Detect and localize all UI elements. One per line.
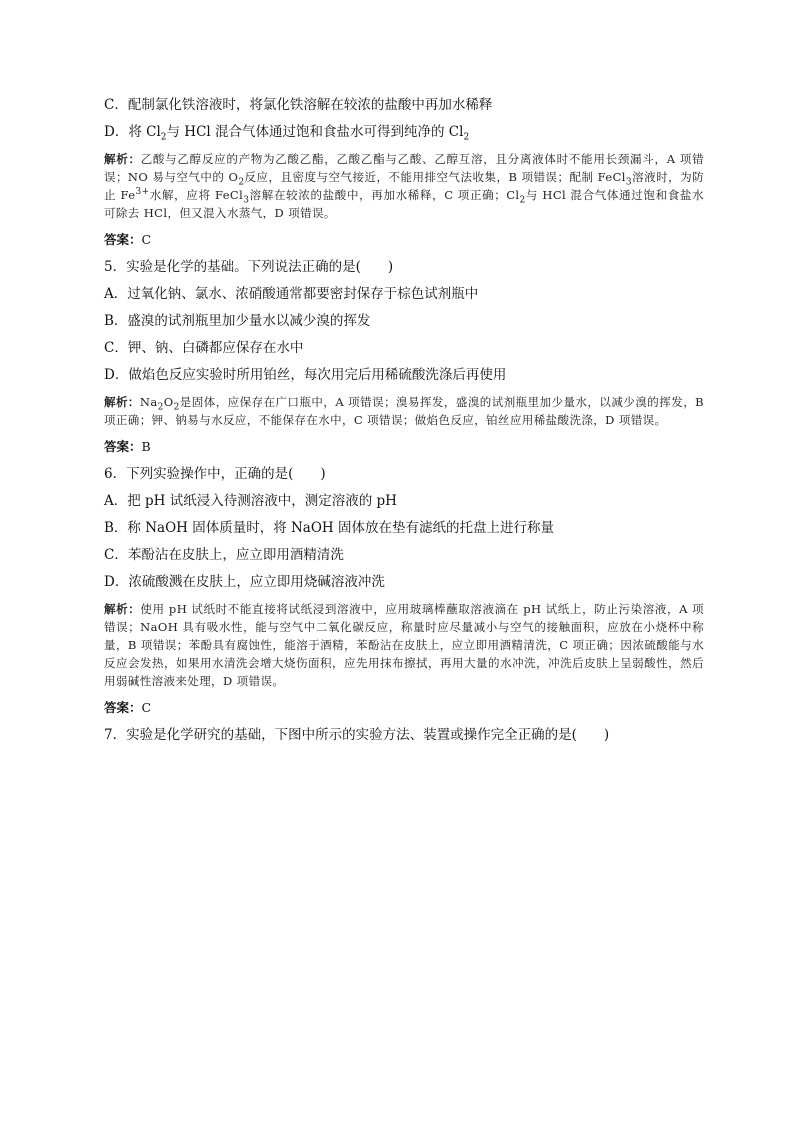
q5-option-a: A．过氧化钠、氯水、浓硝酸通常都要密封保存于棕色试剂瓶中 [104,286,479,302]
q5-answer [104,438,704,456]
q4-option-d: D．将 $Cl_2$与 HCl 混合气体通过饱和食盐水可得到纯净的 $Cl_2$ [104,124,470,143]
answer-value: C [141,232,152,247]
q6-option-a: A．把 pH 试纸浸入待测溶液中，测定溶液的 pH [104,493,397,509]
answer-label: 答案： [104,232,142,247]
explanation-label: 解析： [104,152,141,166]
q7-stem: 7．实验是化学研究的基础，下图中所示的实验方法、装置或操作完全正确的是( ) [104,727,610,743]
q6-stem: 6．下列实验操作中，正确的是( ) [104,466,326,482]
q5-stem: 5．实验是化学的基础。下列说法正确的是( ) [104,259,394,275]
answer-label: 答案： [104,700,142,715]
explanation-label: 解析： [104,602,141,616]
document-content [104,96,704,753]
q5-option-b: B．盛溴的试剂瓶里加少量水以减少溴的挥发 [104,313,371,329]
q4-answer [104,231,704,249]
q5-option-c: C．钾、钠、白磷都应保存在水中 [104,340,304,356]
answer-value: C [141,700,152,715]
explanation-label: 解析： [104,395,140,409]
q6-option-b: B．称 NaOH 固体质量时，将 NaOH 固体放在垫有滤纸的托盘上进行称量 [104,520,554,536]
answer-label: 答案： [104,439,142,454]
q6-option-d: D．浓硫酸溅在皮肤上，应立即用烧碱溶液冲洗 [104,574,385,590]
q5-option-d: D．做焰色反应实验时所用铂丝，每次用完后用稀硫酸洗涤后再使用 [104,367,507,383]
q6-explanation: 解析：使用 pH 试纸时不能直接将试纸浸到溶液中，应用玻璃棒蘸取溶液滴在 pH 试纸上，防止污染溶液，A 项错误；NaOH 具有吸水性，能与空气中二氧化碳反应，称量时应尽量减小与空气的接触面积，应放在小烧杯中称量，B 项错误；苯酚具有腐蚀性，能溶于酒精，苯酚沾在皮肤上，应立即用酒精清洗，C 项正确；因浓硫酸能与水反应会发热，如果用水清洗会增大烧伤面积，应先用抹布擦拭，再用大量的水冲洗，冲洗后皮肤上呈弱酸性，然后用弱碱性溶液来处理，D 项错误。 [104,602,704,688]
q5-explanation: 解析：$Na_2O_2$是固体，应保存在广口瓶中，A 项错误；溴易挥发，盛溴的试剂瓶里加少量水，以减少溴的挥发，B 项正确；钾、钠易与水反应，不能保存在水中，C 项错误；做焰色反应，铂丝应用稀盐酸洗涤，D 项错误。 [104,395,705,427]
q6-option-c: C．苯酚沾在皮肤上，应立即用酒精清洗 [104,547,344,563]
q6-answer [104,699,704,717]
q4-explanation: 解析：乙酸与乙醇反应的产物为乙酸乙酯，乙酸乙酯与乙酸、乙醇互溶，且分离液体时不能用长颈漏斗，A 项错误；NO 易与空气中的 $O_2$反应，且密度与空气接近，不能用排空气法收集，B 项错误；配制 FeCl$_3$溶液时，为防止 $Fe^{3+}$水解，应将 FeCl$_3$溶解在较浓的盐酸中，再加水稀释，C 项正确；$Cl_2$与 HCl 混合气体通过饱和食盐水可除去 HCl，但又混入水蒸气，D 项错误。 [104,152,704,220]
q4-option-c: C．配制氯化铁溶液时，将氯化铁溶解在较浓的盐酸中再加水稀释 [104,97,493,113]
answer-value: B [141,439,151,454]
